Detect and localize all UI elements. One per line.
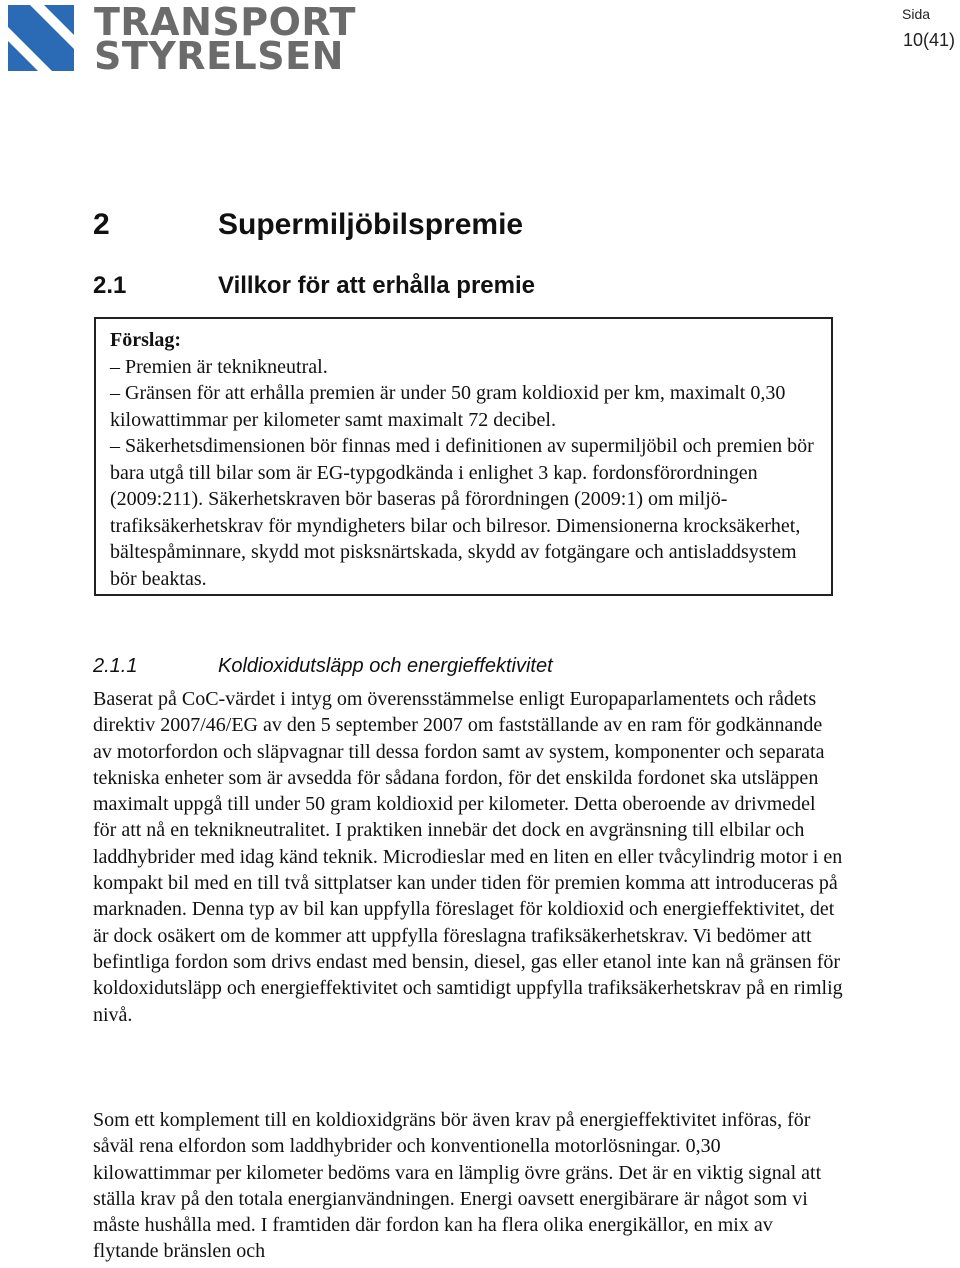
page-number: 10(41) <box>903 30 956 50</box>
subsubsection-heading <box>93 655 553 678</box>
page-label: Sida <box>902 6 931 22</box>
section-heading <box>93 208 524 242</box>
logo-line-1: TRANSPORT <box>94 0 356 44</box>
logo-mark-icon <box>8 5 74 71</box>
body-paragraph: Som ett komplement till en koldioxidgräns bör även krav på energieffektivitet införas, för såväl rena elfordon som laddhybrider och konventionella motorlösningar. 0,30 kilowattimmar per kilometer bedöms vara en lämplig övre gräns. Det är en viktig signal att ställa krav på den totala energianvändningen. Energi oavsett energibärare är något som vi måste hushålla med. I framtiden där fordon kan ha flera olika energikällor, en mix av flytande bränslen och <box>93 1109 822 1263</box>
logo-line-2: STYRELSEN <box>94 34 344 78</box>
section-title: Supermiljöbilspremie <box>218 208 524 241</box>
proposal-box <box>94 317 833 596</box>
subsubsection-title: Koldioxidutsläpp och energieffektivitet <box>218 655 553 677</box>
proposal-item: – Premien är teknikneutral. <box>110 355 328 378</box>
subsection-number: 2.1 <box>93 272 127 299</box>
proposal-title: Förslag: <box>110 329 182 351</box>
subsection-title: Villkor för att erhålla premie <box>218 272 536 299</box>
logo-text <box>94 0 356 78</box>
body-paragraph: Baserat på CoC-värdet i intyg om överensstämmelse enligt Europaparlamentets och rådets direktiv 2007/46/EG av den 5 september 2007 om fastställande av en ram för godkännande av motorfordon och släpvagnar till dessa fordon samt av system, komponenter och separata tekniska enheter som är avsedda för sådana fordon, för det enskilda fordonet ska utsläppen maximalt uppgå till under 50 gram koldioxid per kilometer. Detta oberoende av drivmedel för att nå en teknikneutralitet. I praktiken innebär det dock en avgränsning till elbilar och laddhybrider med idag känd teknik. Microdieslar med en liten en eller tvåcylindrig motor i en kompakt bil med en till två sittplatser kan under tiden för premien komma att introduceras på marknaden. Denna typ av bil kan uppfylla föreslaget för koldioxid och energieffektivitet, det är dock osäkert om de kommer att uppfylla föreslagna trafiksäkerhetskrav. Vi bedömer att befintliga fordon som drivs endast med bensin, diesel, gas eller etanol inte kan nå gränsen för koldoxidutsläpp och energieffektivitet och samtidigt uppfylla trafiksäkerhetskrav på en rimlig nivå. <box>93 688 843 1026</box>
proposal-item: – Säkerhetsdimensionen bör finnas med i definitionen av supermiljöbil och premien bör bara utgå till bilar som är EG-typgodkända i enlighet 3 kap. fordonsförordningen (2009:211). Säkerhetskraven bör baseras på förordningen (2009:1) om miljö- trafiksäkerhetskrav för myndigheters bilar och bilresor. Dimensionerna krocksäkerhet, bältespåminnare, skydd mot pisksnärtskada, skydd av fotgängare och antisladdsystem bör beaktas. <box>110 435 814 590</box>
section-number: 2 <box>93 208 110 241</box>
subsection-heading <box>93 272 536 300</box>
proposal-item: – Gränsen för att erhålla premien är under 50 gram koldioxid per km, maximalt 0,30 kilowattimmar per kilometer samt maximalt 72 decibel. <box>110 382 786 431</box>
subsubsection-number: 2.1.1 <box>93 655 138 677</box>
